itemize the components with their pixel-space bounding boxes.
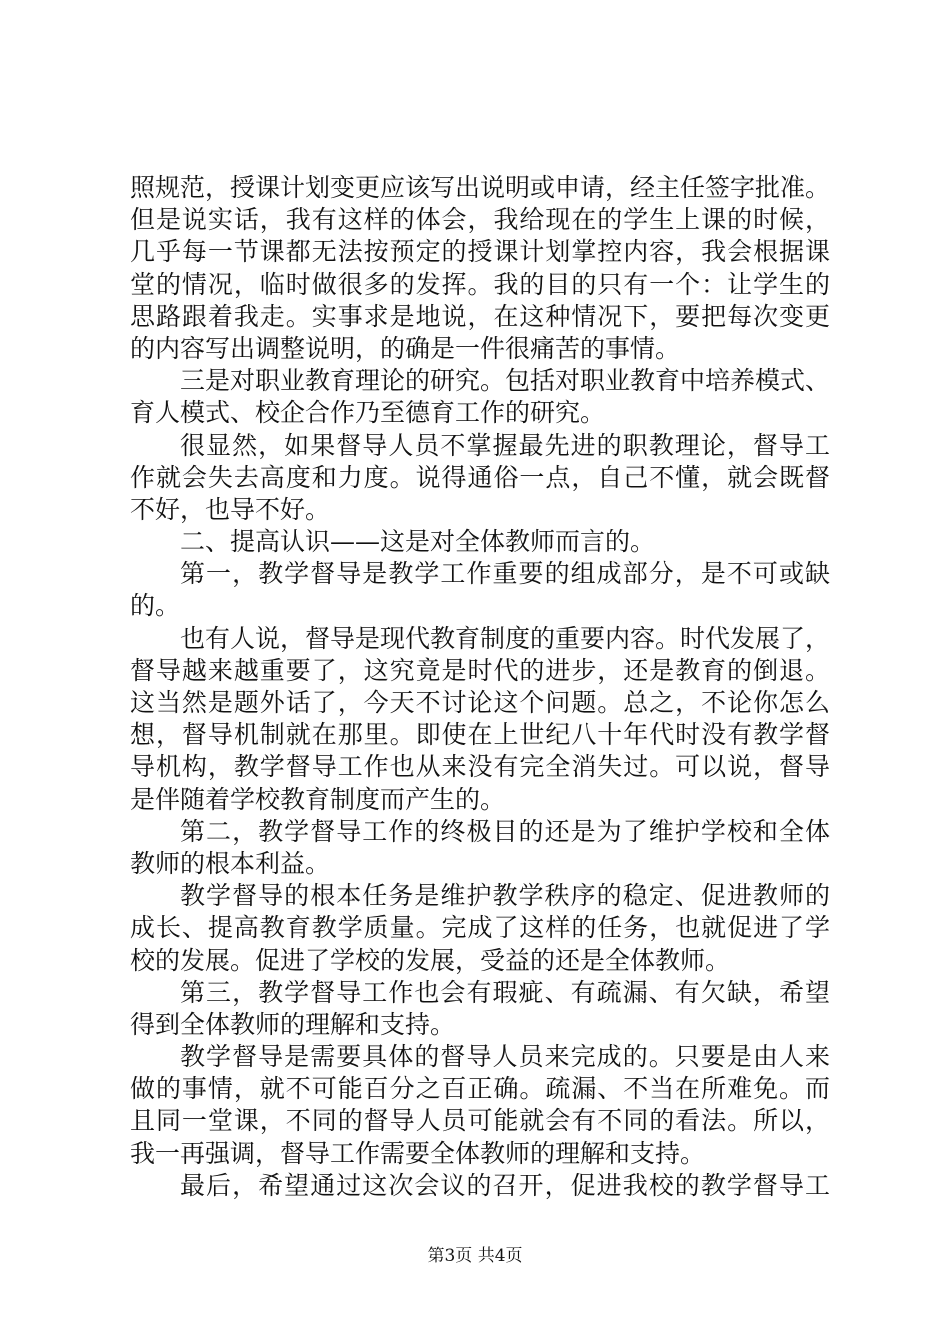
text-line: 且同一堂课，不同的督导人员可能就会有不同的看法。所以， — [130, 1106, 830, 1136]
page-number-footer: 第3页 共4页 — [427, 1246, 523, 1266]
text-line: 第三，教学督导工作也会有瑕疵、有疏漏、有欠缺，希望 — [180, 977, 830, 1007]
text-line: 导机构，教学督导工作也从来没有完全消失过。可以说，督导 — [130, 752, 830, 782]
text-line: 照规范，授课计划变更应该写出说明或申请，经主任签字批准。 — [130, 173, 831, 202]
text-line: 育人模式、校企合作乃至德育工作的研究。 — [130, 398, 606, 428]
text-line: 堂的情况，临时做很多的发挥。我的目的只有一个：让学生的 — [130, 269, 830, 299]
text-line: 思路跟着我走。实事求是地说，在这种情况下，要把每次变更 — [130, 301, 830, 331]
text-line: 最后，希望通过这次会议的召开，促进我校的教学督导工 — [180, 1170, 830, 1200]
text-line: 二、提高认识——这是对全体教师而言的。 — [180, 527, 656, 557]
document-body — [130, 172, 830, 1202]
text-line: 是伴随着学校教育制度而产生的。 — [130, 784, 506, 814]
text-line: 的。 — [130, 591, 181, 621]
text-line: 督导越来越重要了，这究竟是时代的进步，还是教育的倒退。 — [130, 655, 830, 685]
text-line: 想，督导机制就在那里。即使在上世纪八十年代时没有教学督 — [130, 720, 830, 750]
text-line: 这当然是题外话了，今天不讨论这个问题。总之，不论你怎么 — [130, 688, 830, 717]
text-line: 得到全体教师的理解和支持。 — [130, 1009, 456, 1039]
text-line: 做的事情，就不可能百分之百正确。疏漏、不当在所难免。而 — [130, 1074, 830, 1104]
text-line: 也有人说，督导是现代教育制度的重要内容。时代发展了， — [180, 623, 831, 653]
text-line: 校的发展。促进了学校的发展，受益的还是全体教师。 — [130, 945, 731, 975]
text-line: 教学督导是需要具体的督导人员来完成的。只要是由人来 — [180, 1042, 830, 1072]
text-line: 成长、提高教育教学质量。完成了这样的任务，也就促进了学 — [130, 913, 830, 943]
text-line: 不好，也导不好。 — [130, 494, 331, 524]
text-line: 教学督导的根本任务是维护教学秩序的稳定、促进教师的 — [180, 881, 830, 911]
text-line: 作就会失去高度和力度。说得通俗一点，自己不懂，就会既督 — [130, 462, 830, 492]
text-line: 第一，教学督导是教学工作重要的组成部分，是不可或缺 — [180, 559, 830, 589]
text-line: 几乎每一节课都无法按预定的授课计划掌控内容，我会根据课 — [130, 237, 830, 267]
text-line: 的内容写出调整说明，的确是一件很痛苦的事情。 — [130, 333, 681, 363]
text-line: 三是对职业教育理论的研究。包括对职业教育中培养模式、 — [180, 366, 831, 396]
text-line: 教师的根本利益。 — [130, 848, 331, 878]
text-line: 但是说实话，我有这样的体会，我给现在的学生上课的时候， — [130, 205, 830, 235]
text-line: 很显然，如果督导人员不掌握最先进的职教理论，督导工 — [180, 430, 830, 460]
text-line: 第二，教学督导工作的终极目的还是为了维护学校和全体 — [180, 816, 830, 846]
text-line: 我一再强调，督导工作需要全体教师的理解和支持。 — [130, 1138, 706, 1168]
